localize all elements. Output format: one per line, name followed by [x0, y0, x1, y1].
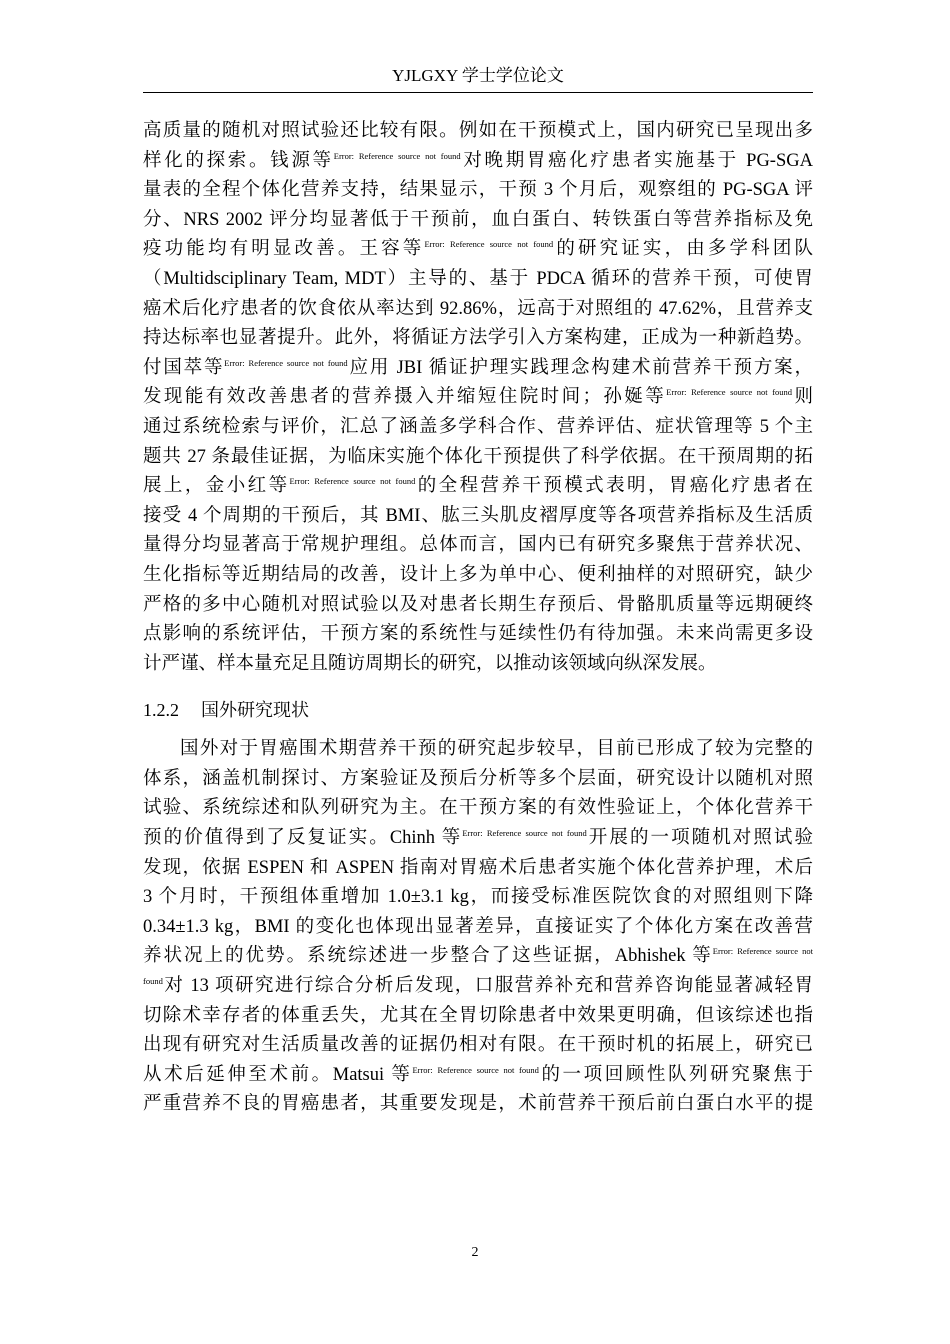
text-run: 样化的探索。钱源等 [143, 150, 334, 171]
text-run: 的全程营养干预模式表明，胃癌化疗患者在 [415, 476, 813, 497]
page-number: 2 [471, 1245, 479, 1260]
text-run: 对晚期胃癌化疗患者实施基于 PG-SGA [460, 150, 813, 171]
text-line [143, 1090, 813, 1120]
text-line [143, 443, 813, 473]
citation-error-marker: Error: Reference source not found [412, 1064, 539, 1075]
text-run: 养状况上的优势。系统综述进一步整合了这些证据，Abhishek 等 [143, 946, 713, 967]
text-run: 3 个月时，干预组体重增加 1.0±3.1 kg，而接受标准医院饮食的对照组则下降 [143, 887, 813, 908]
text-run: 严格的多中心随机对照试验以及对患者长期生存预后、骨骼肌质量等远期硬终 [143, 594, 813, 615]
text-line [143, 502, 813, 532]
text-run: 量得分均显著高于常规护理组。总体而言，国内已有研究多聚焦于营养状况、 [143, 535, 813, 556]
text-run: 点影响的系统评估，干预方案的系统性与延续性仍有待加强。未来尚需更多设 [143, 624, 813, 645]
text-run: 持达标率也显著提升。此外，将循证方法学引入方案构建，正成为一种新趋势。 [143, 328, 813, 349]
text-line [143, 383, 813, 413]
text-run: 的研究证实，由多学科团队 [553, 239, 813, 260]
text-run: 切除术幸存者的体重丢失，尤其在全胃切除患者中效果更明确，但该综述也指 [143, 1005, 813, 1026]
running-header: YJLGXY 学士学位论文 [392, 66, 564, 85]
text-line [143, 324, 813, 354]
text-run: 接受 4 个周期的干预后，其 BMI、肱三头肌皮褶厚度等各项营养指标及生活质 [143, 505, 813, 526]
paragraph-domestic-research [143, 117, 813, 679]
text-line [143, 824, 813, 854]
citation-error-marker: Error: Reference source not found [289, 475, 416, 486]
text-run: 则 [792, 387, 813, 408]
text-line [143, 794, 813, 824]
text-run: 开展的一项随机对照试验 [586, 828, 813, 849]
text-line [143, 1061, 813, 1091]
text-run: 对 13 项研究进行综合分析后发现，口服营养补充和营养咨询能显著减轻胃 [162, 976, 813, 997]
citation-error-marker: Error: Reference source not found [462, 827, 587, 838]
text-line [143, 295, 813, 325]
text-line [143, 354, 813, 384]
text-run: 量表的全程个体化营养支持，结果显示，干预 3 个月后，观察组的 PG-SGA 评 [143, 180, 813, 201]
text-line [143, 883, 813, 913]
text-line [143, 1031, 813, 1061]
text-run: 预的价值得到了反复证实。Chinh 等 [143, 828, 463, 849]
text-run: 癌术后化疗患者的饮食依从率达到 92.86%，远高于对照组的 47.62%，且营养支 [143, 298, 813, 319]
document-body [143, 117, 813, 1120]
text-line [143, 765, 813, 795]
citation-error-marker: Error: Reference source not found [424, 239, 554, 250]
text-run: 付国萃等 [143, 357, 225, 378]
paragraph-foreign-research [143, 735, 813, 1120]
text-run: 的一项回顾性队列研究聚焦于 [538, 1064, 813, 1085]
section-number: 1.2.2 [143, 700, 179, 721]
text-line [143, 531, 813, 561]
text-run: 出现有研究对生活质量改善的证据仍相对有限。在干预时机的拓展上，研究已 [143, 1035, 813, 1056]
text-line [143, 117, 813, 147]
text-run: 疫功能均有明显改善。王容等 [143, 239, 425, 260]
text-run: 计严谨、样本量充足且随访周期长的研究，以推动该领域向纵深发展。 [143, 653, 717, 674]
text-line [143, 561, 813, 591]
text-line [143, 913, 813, 943]
text-line [143, 854, 813, 884]
text-line [143, 1002, 813, 1032]
text-line [143, 265, 813, 295]
text-run: 高质量的随机对照试验还比较有限。例如在干预模式上，国内研究已呈现出多 [143, 121, 813, 141]
citation-error-marker: Error: Reference source not found [224, 357, 348, 368]
text-line [143, 147, 813, 177]
text-line [143, 176, 813, 206]
text-run: 严重营养不良的胃癌患者，其重要发现是，术前营养干预后前白蛋白水平的提 [143, 1094, 813, 1115]
text-run: 题共 27 条最佳证据，为临床实施个体化干预提供了科学依据。在干预周期的拓 [143, 446, 813, 467]
header-rule [143, 92, 813, 93]
text-run: 生化指标等近期结局的改善，设计上多为单中心、便利抽样的对照研究，缺少 [143, 564, 813, 585]
text-line [143, 235, 813, 265]
text-run: 发现，依据 ESPEN 和 ASPEN 指南对胃癌术后患者实施个体化营养护理，术后 [143, 857, 813, 878]
text-line [143, 650, 813, 680]
text-line [143, 206, 813, 236]
text-run: 通过系统检索与评价，汇总了涵盖多学科合作、营养评估、症状管理等 5 个主 [143, 416, 813, 437]
citation-error-marker: Error: Reference source not [712, 946, 813, 957]
text-line [143, 972, 813, 1002]
text-run: 国外对于胃癌围术期营养干预的研究起步较早，目前已形成了较为完整的 [180, 739, 813, 760]
citation-error-marker: Error: Reference source not found [333, 150, 461, 161]
text-line [143, 735, 813, 765]
citation-error-marker: Error: Reference source not found [666, 387, 793, 398]
section-heading [143, 691, 813, 729]
text-run: 分、NRS 2002 评分均显著低于干预前，血白蛋白、转铁蛋白等营养指标及免 [143, 209, 813, 230]
text-line [143, 620, 813, 650]
text-run: 发现能有效改善患者的营养摄入并缩短住院时间；孙娫等 [143, 387, 667, 408]
text-run: 0.34±1.3 kg，BMI 的变化也体现出显著差异，直接证实了个体化方案在改善营 [143, 916, 813, 937]
text-run: 展上，金小红等 [143, 476, 290, 497]
text-run: 应用 JBI 循证护理实践理念构建术前营养干预方案， [347, 357, 813, 378]
text-line [143, 472, 813, 502]
text-run: 试验、系统综述和队列研究为主。在干预方案的有效性验证上，个体化营养干 [143, 798, 813, 819]
text-line [143, 942, 813, 972]
text-run: 体系，涵盖机制探讨、方案验证及预后分析等多个层面，研究设计以随机对照 [143, 768, 813, 789]
text-line [143, 413, 813, 443]
text-line [143, 591, 813, 621]
section-title: 国外研究现状 [201, 700, 309, 722]
text-run: 从术后延伸至术前。Matsui 等 [143, 1064, 413, 1085]
text-run: （Multidsciplinary Team, MDT）主导的、基于 PDCA 循环的营养干预，可使胃 [143, 268, 813, 289]
citation-error-marker: found [143, 975, 163, 986]
